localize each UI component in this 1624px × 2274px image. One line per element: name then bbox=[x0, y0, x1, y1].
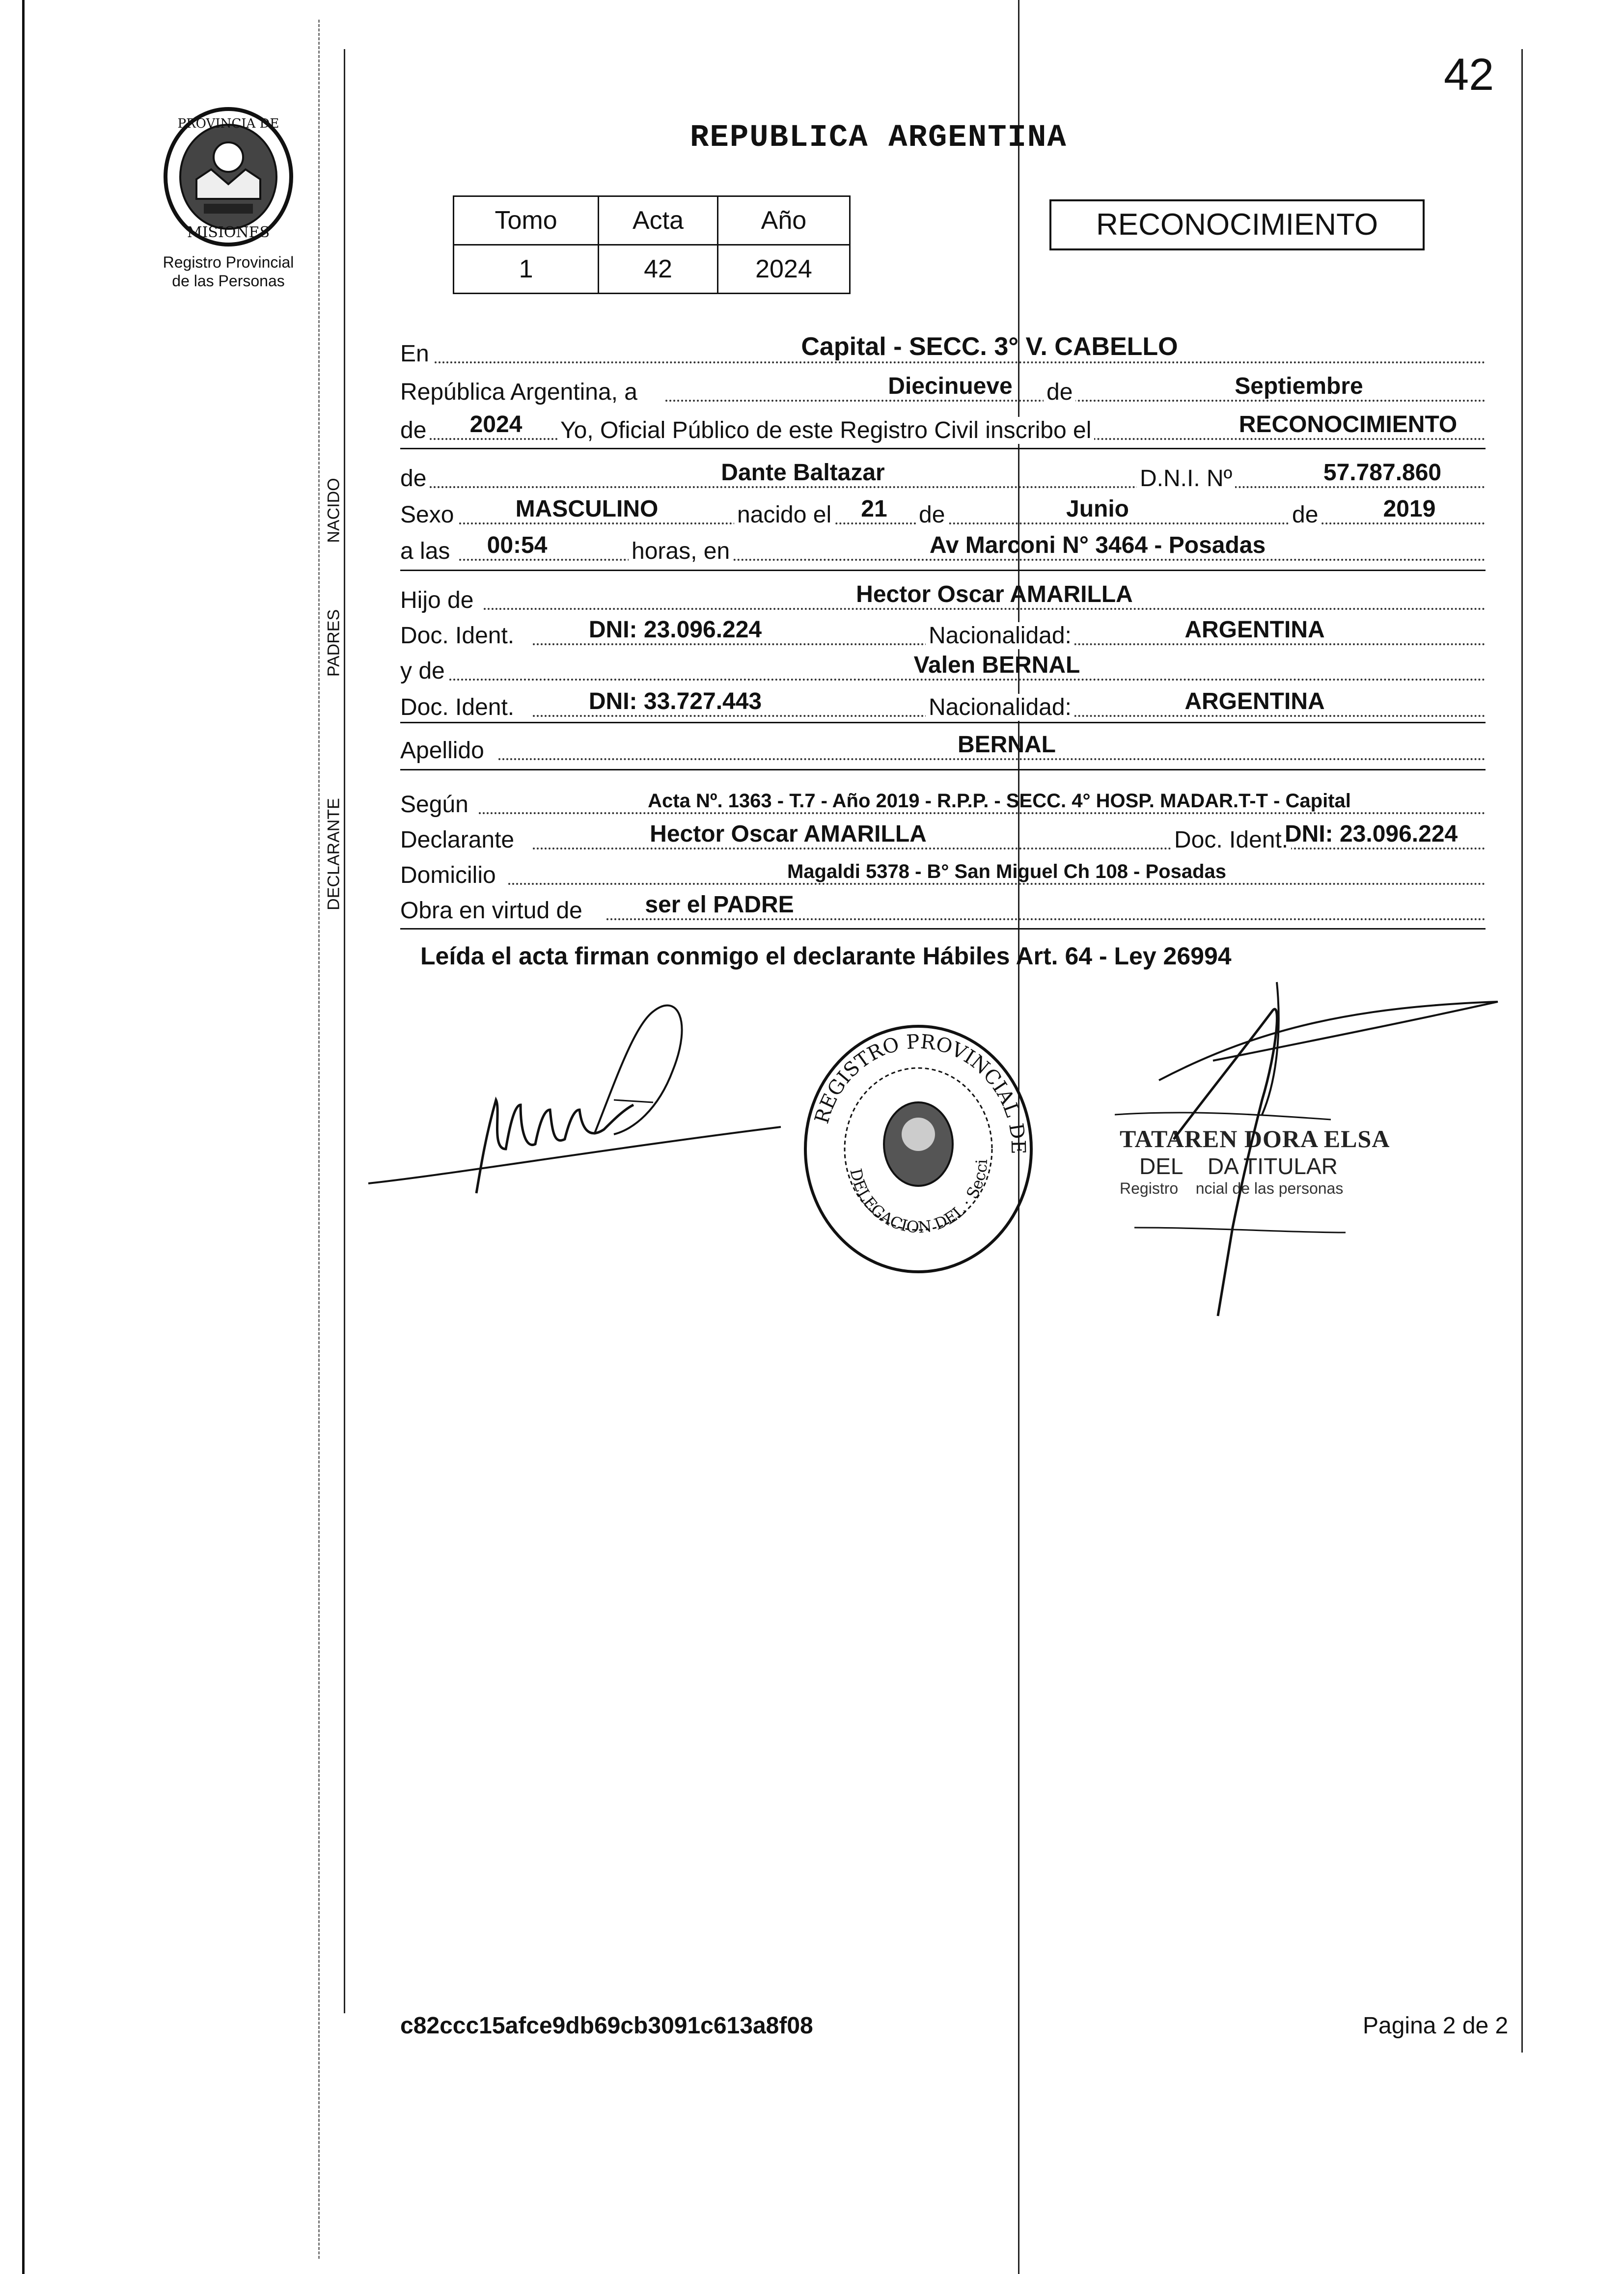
stamp-name-line: TATAREN DORA ELSA bbox=[1120, 1125, 1390, 1152]
logo-caption-line1: Registro Provincial bbox=[163, 253, 294, 271]
domicilio-value: Magaldi 5378 - B° San Miguel Ch 108 - Posadas bbox=[787, 861, 1227, 882]
page-indicator: Pagina 2 de 2 bbox=[1363, 2013, 1509, 2039]
act-type-box: RECONOCIMIENTO bbox=[1049, 199, 1425, 250]
declarante-doc-value: DNI: 23.096.224 bbox=[1285, 821, 1458, 847]
oficial-text: Yo, Oficial Público de este Registro Civil inscribo el bbox=[557, 417, 1094, 444]
dni-label: D.N.I. Nº bbox=[1137, 465, 1235, 492]
record-header-acta: Acta bbox=[599, 196, 718, 245]
record-header-tomo: Tomo bbox=[454, 196, 599, 245]
padre-nacionalidad-label: Nacionalidad: bbox=[926, 622, 1074, 649]
stamp-org-line: Registro ncial de las personas bbox=[1120, 1179, 1344, 1197]
acto-value: RECONOCIMIENTO bbox=[1239, 411, 1458, 438]
segun-value: Acta Nº. 1363 - T.7 - Año 2019 - R.P.P. - SECC. 4° HOSP. MADAR.T-T - Capital bbox=[648, 790, 1351, 812]
hijo-de-label: Hijo de bbox=[400, 587, 476, 614]
side-label-nacido: NACIDO bbox=[324, 478, 343, 543]
row-madre bbox=[400, 648, 1486, 685]
country-title: REPUBLICA ARGENTINA bbox=[690, 120, 1067, 156]
mes-nac-value: Junio bbox=[1066, 496, 1129, 522]
record-value-tomo: 1 bbox=[454, 245, 599, 294]
obra-value: ser el PADRE bbox=[645, 892, 794, 918]
sexo-value: MASCULINO bbox=[515, 496, 659, 522]
row-nacido-nombre bbox=[400, 456, 1486, 492]
madre-nacionalidad-value: ARGENTINA bbox=[1184, 688, 1325, 714]
nacido-de-label3: de bbox=[1289, 501, 1321, 528]
nacido-nombre-value: Dante Baltazar bbox=[721, 460, 885, 486]
seal-inner-text: DELEGACION DEL · Secci bbox=[846, 1158, 991, 1237]
left-binding-line bbox=[22, 0, 25, 2274]
madre-doc-label: Doc. Ident. bbox=[400, 694, 517, 721]
separator-2 bbox=[400, 570, 1486, 571]
madre-doc-value: DNI: 33.727.443 bbox=[588, 688, 762, 714]
registry-round-seal bbox=[791, 1012, 1046, 1287]
row-madre-doc bbox=[400, 685, 1486, 721]
padre-doc-value: DNI: 23.096.224 bbox=[588, 617, 762, 643]
seal-text-top: PROVINCIA DE bbox=[177, 116, 279, 131]
sexo-label: Sexo bbox=[400, 501, 457, 528]
row-obra bbox=[400, 888, 1486, 924]
side-label-declarante: DECLARANTE bbox=[324, 798, 343, 910]
row-apellido bbox=[400, 728, 1486, 764]
mes-value: Septiembre bbox=[1235, 373, 1363, 399]
anio-nac-value: 2019 bbox=[1383, 496, 1436, 522]
horas-en-label: horas, en bbox=[629, 538, 733, 565]
declarant-signature bbox=[358, 987, 786, 1242]
separator-1 bbox=[400, 448, 1486, 449]
document-hash: c82ccc15afce9db69cb3091c613a8f08 bbox=[400, 2013, 813, 2039]
row-oficial bbox=[400, 408, 1486, 444]
row-padre bbox=[400, 577, 1486, 614]
separator-4 bbox=[400, 769, 1486, 770]
row-fecha bbox=[400, 369, 1486, 406]
stamp-title-line: DEL DA TITULAR bbox=[1139, 1153, 1338, 1179]
apellido-label: Apellido bbox=[400, 737, 487, 764]
y-de-label: y de bbox=[400, 658, 448, 685]
official-signature bbox=[1115, 953, 1508, 1326]
row-declarante bbox=[400, 817, 1486, 853]
row-en bbox=[400, 331, 1486, 367]
dni-value: 57.787.860 bbox=[1323, 460, 1442, 486]
record-value-acta: 42 bbox=[599, 245, 718, 294]
nacido-el-label: nacido el bbox=[734, 501, 834, 528]
apellido-value: BERNAL bbox=[958, 732, 1056, 758]
padre-doc-label: Doc. Ident. bbox=[400, 622, 517, 649]
row-nacido-sexo bbox=[400, 492, 1486, 528]
hora-value: 00:54 bbox=[487, 532, 548, 558]
nacido-de-label: de bbox=[400, 465, 429, 492]
row-segun bbox=[400, 782, 1486, 818]
side-label-padres: PADRES bbox=[324, 609, 343, 677]
madre-nacionalidad-label: Nacionalidad: bbox=[926, 694, 1074, 721]
declarante-value: Hector Oscar AMARILLA bbox=[650, 821, 927, 847]
record-value-anio: 2024 bbox=[717, 245, 850, 294]
row-padre-doc bbox=[400, 613, 1486, 649]
left-dashed-line bbox=[318, 20, 320, 2259]
declarante-doc-label: Doc. Ident. bbox=[1171, 826, 1291, 853]
separator-5 bbox=[400, 928, 1486, 930]
dia-nac-value: 21 bbox=[861, 496, 887, 522]
row-nacido-hora bbox=[400, 528, 1486, 565]
de-label: de bbox=[1044, 379, 1075, 406]
madre-value: Valen BERNAL bbox=[913, 652, 1080, 678]
padre-nacionalidad-value: ARGENTINA bbox=[1184, 617, 1325, 643]
record-table bbox=[453, 195, 851, 294]
republica-label: República Argentina, a bbox=[400, 379, 640, 406]
de2-label: de bbox=[400, 417, 429, 444]
en-label: En bbox=[400, 340, 432, 367]
declarante-label: Declarante bbox=[400, 826, 517, 853]
record-header-anio: Año bbox=[717, 196, 850, 245]
padre-value: Hector Oscar AMARILLA bbox=[856, 581, 1133, 607]
en-value: Capital - SECC. 3° V. CABELLO bbox=[801, 332, 1178, 361]
a-las-label: a las bbox=[400, 538, 453, 565]
seal-text-bottom: MISIONES bbox=[187, 224, 270, 241]
page-number: 42 bbox=[1444, 50, 1494, 100]
domicilio-label: Domicilio bbox=[400, 862, 499, 889]
segun-label: Según bbox=[400, 791, 471, 818]
form-left-line bbox=[344, 49, 345, 2013]
obra-label: Obra en virtud de bbox=[400, 897, 585, 924]
anio-value: 2024 bbox=[469, 411, 523, 438]
logo-caption-line2: de las Personas bbox=[172, 272, 285, 290]
right-margin-line bbox=[1521, 49, 1523, 2053]
dia-value: Diecinueve bbox=[888, 373, 1013, 399]
logo-caption bbox=[138, 253, 319, 290]
province-seal-logo bbox=[162, 106, 295, 248]
nacido-de-label2: de bbox=[916, 501, 948, 528]
separator-3 bbox=[400, 722, 1486, 723]
closing-note: Leída el acta firman conmigo el declarante Hábiles Art. 64 - Ley 26994 bbox=[420, 942, 1232, 970]
seal-outer-text: REGISTRO PROVINCIAL DE bbox=[810, 1030, 1030, 1154]
lugar-value: Av Marconi N° 3464 - Posadas bbox=[929, 532, 1266, 558]
row-domicilio bbox=[400, 852, 1486, 889]
